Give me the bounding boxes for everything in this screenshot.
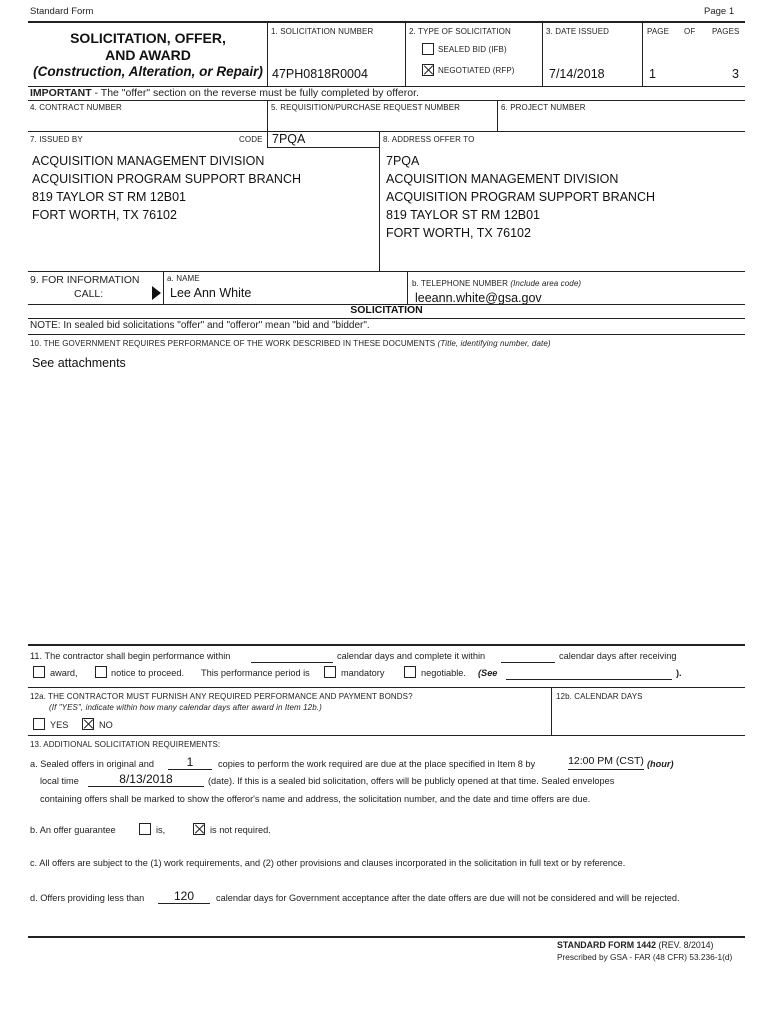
contact-name-value[interactable]: Lee Ann White [170, 286, 252, 300]
copies-field[interactable]: 1 [168, 755, 212, 770]
issued-by-code-value[interactable]: 7PQA [272, 132, 306, 146]
guarantee-is-label: is, [156, 825, 166, 835]
acceptance-days-field[interactable]: 120 [158, 889, 210, 904]
address-offer-line: ACQUISITION MANAGEMENT DIVISION [386, 172, 619, 186]
project-number-label: 6. PROJECT NUMBER [501, 103, 586, 112]
address-offer-line: FORT WORTH, TX 76102 [386, 226, 531, 240]
due-time-field[interactable]: 12:00 PM (CST) [568, 755, 644, 770]
bonds-no-checkbox[interactable] [82, 718, 94, 730]
guarantee-not-required-label: is not required. [210, 825, 271, 835]
negotiated-label: NEGOTIATED (RFP) [438, 66, 515, 75]
solicitation-heading: SOLICITATION [350, 304, 423, 316]
issued-by-line: 819 TAYLOR ST RM 12B01 [32, 190, 187, 204]
bonds-label: 12a. THE CONTRACTOR MUST FURNISH ANY REQUIRED PERFORMANCE AND PAYMENT BONDS? [30, 692, 413, 701]
arrow-right-icon [152, 286, 161, 300]
local-time-label: local time [40, 776, 79, 786]
begin-days-field[interactable] [251, 648, 333, 663]
block13d-text1: d. Offers providing less than [30, 893, 145, 903]
form-number: STANDARD FORM 1442 (REV. 8/2014) [557, 940, 714, 950]
form-title-line3: (Construction, Alteration, or Repair) [33, 64, 263, 79]
issued-by-line: ACQUISITION PROGRAM SUPPORT BRANCH [32, 172, 302, 186]
issued-by-line: ACQUISITION MANAGEMENT DIVISION [32, 154, 265, 168]
telephone-label: b. TELEPHONE NUMBER (Include area code) [412, 279, 582, 288]
pages-label: PAGES [712, 27, 740, 36]
solicitation-number-value[interactable]: 47PH0818R0004 [272, 67, 368, 81]
address-offer-line: 7PQA [386, 154, 420, 168]
date-issued-label: 3. DATE ISSUED [546, 27, 610, 36]
address-offer-line: ACQUISITION PROGRAM SUPPORT BRANCH [386, 190, 656, 204]
sealed-bid-label: SEALED BID (IFB) [438, 45, 507, 54]
block10-label: 10. THE GOVERNMENT REQUIRES PERFORMANCE OF THE WORK DESCRIBED IN THESE DOCUMENTS (Title, identifying number, date) [30, 339, 551, 348]
block13a-text1: a. Sealed offers in original and [30, 759, 154, 769]
total-pages-value[interactable]: 3 [732, 67, 739, 81]
additional-requirements-label: 13. ADDITIONAL SOLICITATION REQUIREMENTS: [30, 740, 221, 749]
call-label: CALL: [74, 288, 104, 300]
page-label: PAGE [647, 27, 670, 36]
standard-form-label: Standard Form [30, 6, 94, 17]
due-date-field[interactable]: 8/13/2018 [88, 772, 204, 787]
award-label: award, [50, 668, 78, 678]
issued-by-label: 7. ISSUED BY [30, 135, 83, 144]
for-information-label: 9. FOR INFORMATION [30, 274, 140, 286]
mandatory-label: mandatory [341, 668, 385, 678]
address-offer-line: 819 TAYLOR ST RM 12B01 [386, 208, 541, 222]
hour-label: (hour) [647, 759, 674, 769]
page-indicator: Page 1 [704, 6, 735, 17]
form-title-line2: AND AWARD [105, 47, 191, 63]
negotiable-label: negotiable. [421, 668, 466, 678]
top-border [28, 21, 745, 23]
block11-text2: calendar days and complete it within [337, 651, 486, 661]
sealed-bid-checkbox[interactable] [422, 43, 434, 55]
note-text: NOTE: In sealed bid solicitations "offer" and "offeror" mean "bid and "bidder". [30, 320, 370, 331]
requisition-number-label: 5. REQUISITION/PURCHASE REQUEST NUMBER [271, 103, 461, 112]
bonds-yes-checkbox[interactable] [33, 718, 45, 730]
date-issued-value[interactable]: 7/14/2018 [549, 67, 605, 81]
contract-number-label: 4. CONTRACT NUMBER [30, 103, 122, 112]
guarantee-not-required-checkbox[interactable] [193, 823, 205, 835]
of-label: OF [684, 27, 696, 36]
bonds-yes-label: YES [50, 720, 69, 730]
mandatory-checkbox[interactable] [324, 666, 336, 678]
see-close: ). [676, 668, 682, 678]
negotiated-checkbox[interactable] [422, 64, 434, 76]
contact-name-label: a. NAME [167, 274, 200, 283]
complete-days-field[interactable] [501, 648, 555, 663]
notice-to-proceed-checkbox[interactable] [95, 666, 107, 678]
solicitation-type-label: 2. TYPE OF SOLICITATION [409, 27, 511, 36]
block13a-text3: (date). If this is a sealed bid solicitation, offers will be publicly opened at that time. Sealed envelopes [208, 776, 615, 786]
performance-period-label: This performance period is [201, 668, 310, 678]
negotiable-checkbox[interactable] [404, 666, 416, 678]
issued-by-line: FORT WORTH, TX 76102 [32, 208, 177, 222]
guarantee-is-checkbox[interactable] [139, 823, 151, 835]
see-label: (See [478, 668, 498, 678]
bonds-hint: (If "YES", indicate within how many calendar days after award in Item 12b.) [49, 703, 322, 712]
page-number-value[interactable]: 1 [649, 67, 656, 81]
block13a-text2: copies to perform the work required are due at the place specified in Item 8 by [218, 759, 536, 769]
work-description-value[interactable]: See attachments [32, 356, 126, 370]
block13d-text2: calendar days for Government acceptance after the date offers are due will not be considered and will be rejected. [216, 893, 680, 903]
bonds-no-label: NO [99, 720, 113, 730]
calendar-days-label: 12b. CALENDAR DAYS [556, 692, 643, 701]
block13c-text: c. All offers are subject to the (1) work requirements, and (2) other provisions and clauses incorporated in the solicitation in full text or by reference. [30, 858, 626, 868]
important-notice: IMPORTANT - The "offer" section on the reverse must be fully completed by offeror. [30, 87, 419, 99]
award-checkbox[interactable] [33, 666, 45, 678]
block11-text3: calendar days after receiving [559, 651, 677, 661]
offer-guarantee-label: b. An offer guarantee [30, 825, 116, 835]
prescribed-by: Prescribed by GSA - FAR (48 CFR) 53.236-1(d) [557, 952, 733, 962]
see-reference-field[interactable] [506, 665, 672, 680]
block13a-text4: containing offers shall be marked to show the offeror's name and address, the solicitation number, and the date and time offers are due. [40, 794, 591, 804]
form-title-line1: SOLICITATION, OFFER, [70, 30, 226, 46]
notice-to-proceed-label: notice to proceed. [111, 668, 185, 678]
block11-text1: 11. The contractor shall begin performance within [30, 651, 231, 661]
code-label: CODE [239, 135, 263, 144]
solicitation-number-label: 1. SOLICITATION NUMBER [271, 27, 374, 36]
address-offer-to-label: 8. ADDRESS OFFER TO [383, 135, 475, 144]
telephone-value[interactable]: leeann.white@gsa.gov [415, 291, 542, 305]
